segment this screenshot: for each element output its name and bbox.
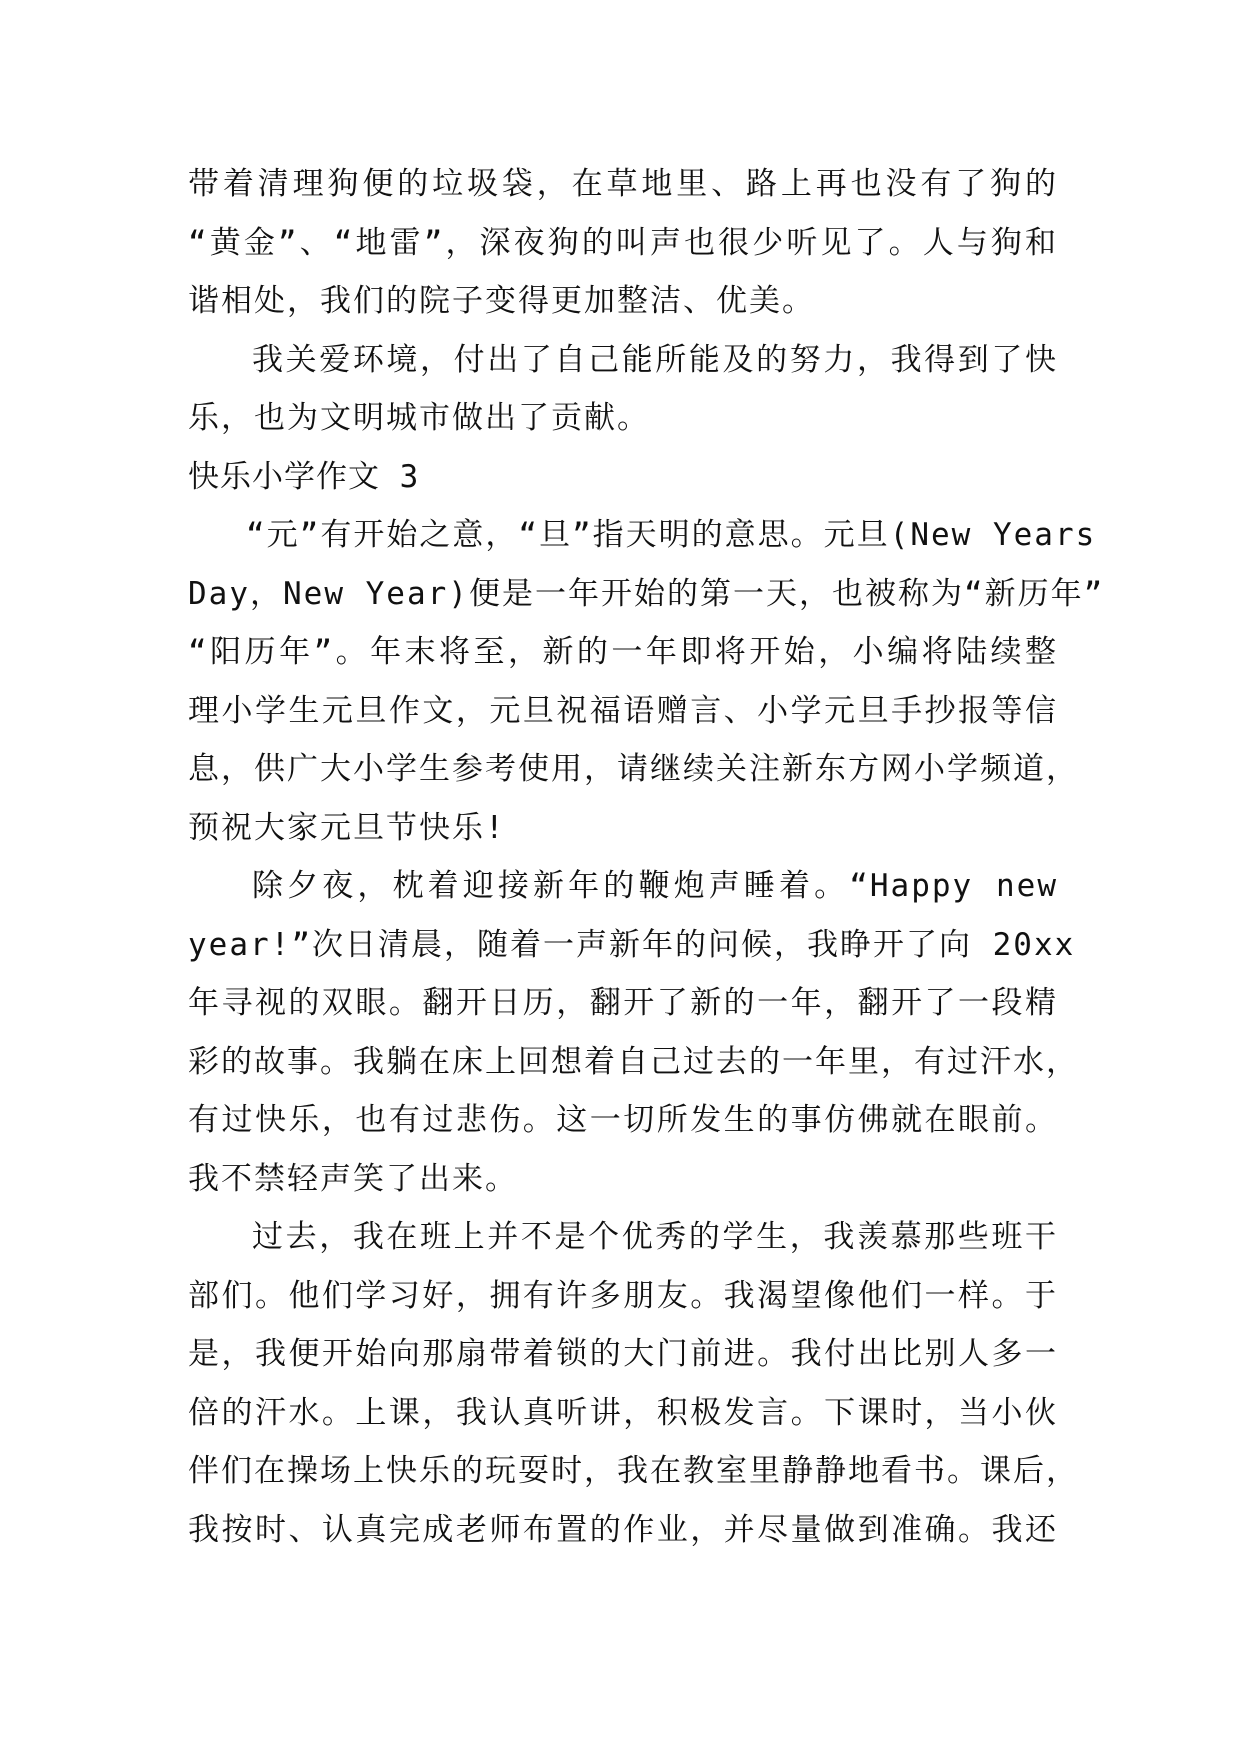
text-line: 倍的汗水。上课，我认真听讲，积极发言。下课时，当小伙 xyxy=(188,1394,1058,1431)
text-line: 伴们在操场上快乐的玩耍时，我在教室里静静地看书。课后， xyxy=(188,1453,1079,1489)
text-line: 是，我便开始向那扇带着锁的大门前进。我付出比别人多一 xyxy=(188,1336,1058,1372)
text-line: 乐，也为文明城市做出了贡献。 xyxy=(188,400,650,436)
text-line: 我按时、认真完成老师布置的作业，并尽量做到准确。我还 xyxy=(188,1511,1058,1548)
text-line: 年寻视的双眼。翻开日历，翻开了新的一年，翻开了一段精 xyxy=(188,985,1058,1021)
text-line: “黄金”、“地雷”，深夜狗的叫声也很少听见了。人与狗和 xyxy=(188,224,1058,261)
paragraph-first-line: 除夕夜，枕着迎接新年的鞭炮声睡着。“Happy new xyxy=(252,868,1058,904)
paragraph-first-line: 我关爱环境，付出了自己能所能及的努力，我得到了快 xyxy=(252,341,1058,378)
paragraph-first-line: “元”有开始之意，“旦”指天明的意思。元旦(New Years xyxy=(246,517,1097,553)
paragraph-first-line: 过去，我在班上并不是个优秀的学生，我羡慕那些班干 xyxy=(252,1219,1058,1255)
text-line: Day，New Year)便是一年开始的第一天，也被称为“新历年” xyxy=(188,575,1105,612)
text-line: year!”次日清晨，随着一声新年的问候，我睁开了向 20xx xyxy=(188,926,1076,963)
text-line: 息，供广大小学生参考使用，请继续关注新东方网小学频道， xyxy=(188,751,1079,787)
text-line: 带着清理狗便的垃圾袋，在草地里、路上再也没有了狗的 xyxy=(188,166,1058,202)
document-page xyxy=(188,155,1105,1559)
text-line: 部们。他们学习好，拥有许多朋友。我渴望像他们一样。于 xyxy=(188,1277,1058,1314)
text-line: 我不禁轻声笑了出来。 xyxy=(188,1160,518,1197)
text-line: “阳历年”。年末将至，新的一年即将开始，小编将陆续整 xyxy=(188,634,1058,670)
text-line: 预祝大家元旦节快乐! xyxy=(188,809,506,846)
section-heading: 快乐小学作文 3 xyxy=(188,458,420,495)
text-line: 彩的故事。我躺在床上回想着自己过去的一年里，有过汗水， xyxy=(188,1043,1079,1080)
text-line: 谐相处，我们的院子变得更加整洁、优美。 xyxy=(188,283,815,319)
text-line: 理小学生元旦作文，元旦祝福语赠言、小学元旦手抄报等信 xyxy=(188,692,1058,729)
text-line: 有过快乐，也有过悲伤。这一切所发生的事仿佛就在眼前。 xyxy=(188,1102,1058,1138)
